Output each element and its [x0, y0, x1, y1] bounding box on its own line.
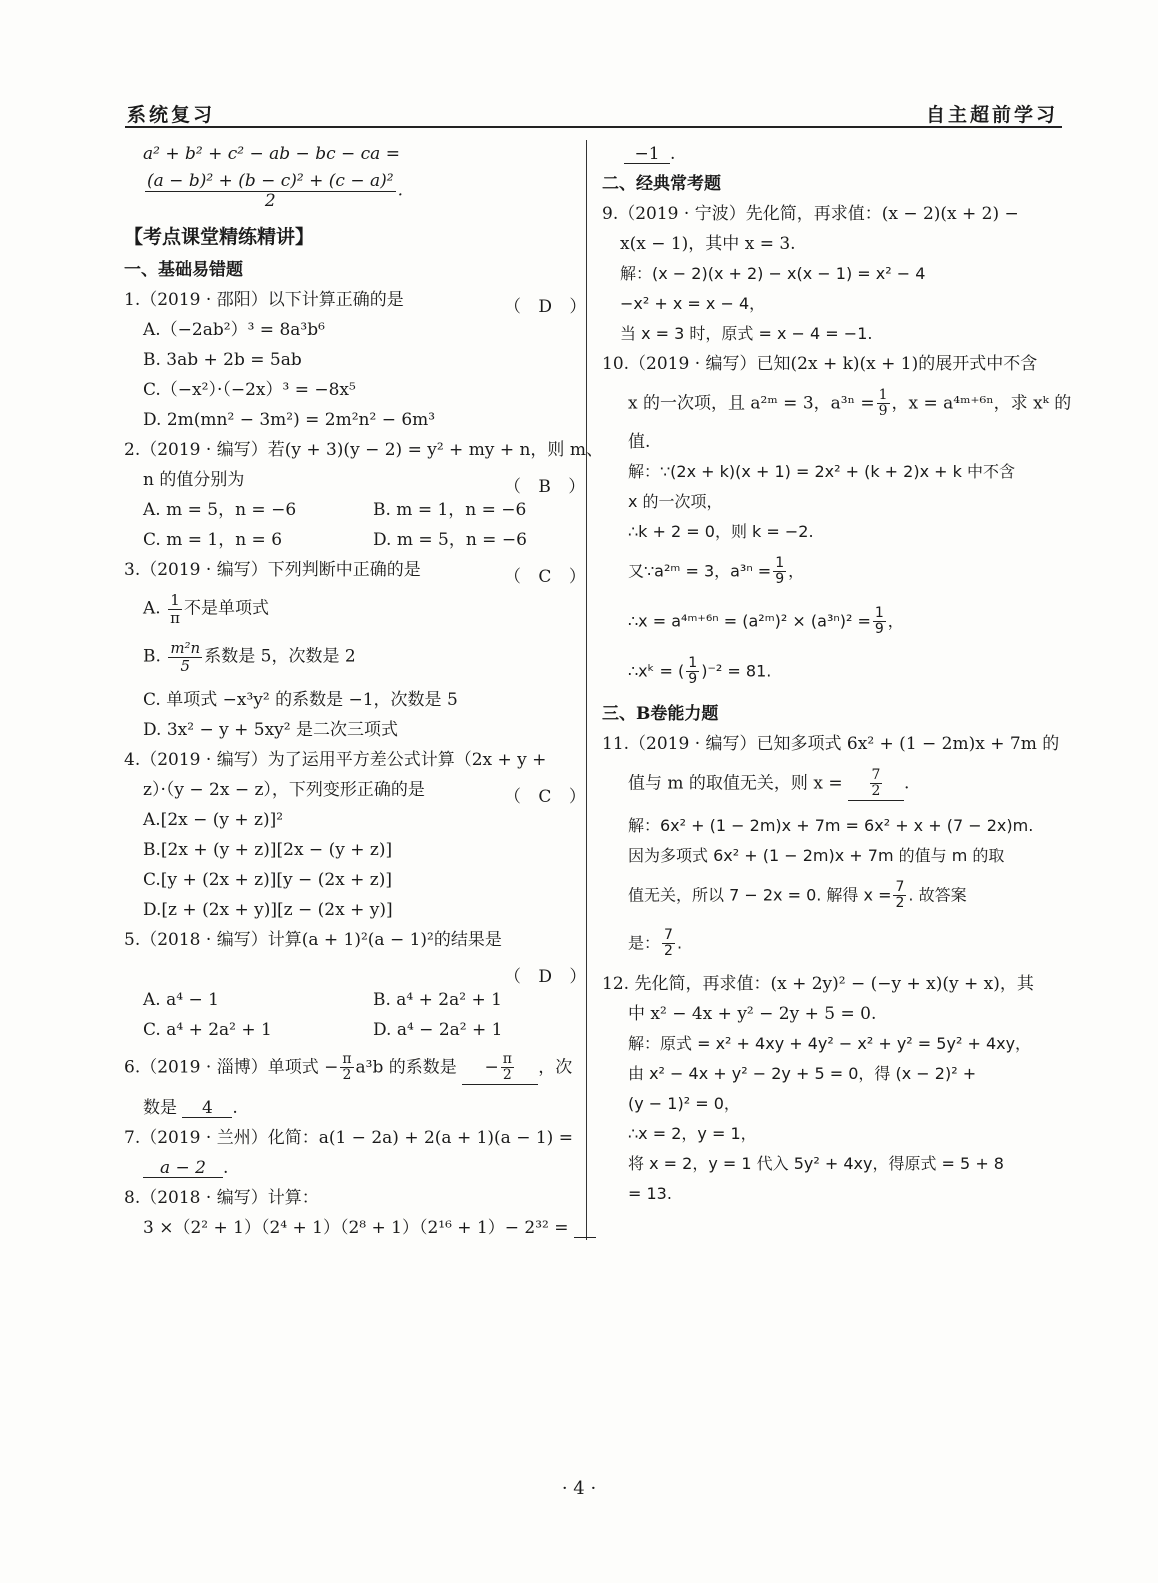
q10-sol5-b: ，	[887, 611, 904, 631]
q10-sol6-num: 1	[688, 655, 698, 671]
q4-option-c: C.[y + (2x + z)][y − (2x + z)]	[143, 870, 392, 890]
q10-stem-3: 值.	[628, 432, 651, 452]
q3-a-suffix: 不是单项式	[183, 598, 269, 619]
q10-sol4-a: 又∵a²ᵐ = 3，a³ⁿ =	[628, 561, 772, 581]
q6-answer-blank	[462, 1052, 538, 1085]
q8-expression	[143, 1220, 596, 1238]
q10-stem-1: 10.（2019 · 编写）已知(2x + k)(x + 1)的展开式中不含	[602, 354, 1038, 374]
q4-stem-2: z）·（y − 2x − z），下列变形正确的是	[143, 780, 425, 800]
q10-stem2-b: ，x = a⁴ᵐ⁺⁶ⁿ，求 xᵏ 的	[891, 393, 1072, 414]
q5-stem: 5.（2018 · 编写）计算(a + 1)²(a − 1)²的结果是	[124, 930, 502, 950]
sub-heading-b-paper: 三、B卷能力题	[602, 704, 719, 724]
q10-sol5-num: 1	[874, 605, 884, 621]
q1-stem: 1.（2019 · 邵阳）以下计算正确的是	[124, 290, 404, 310]
q8-expr: 3 ×（2² + 1）（2⁴ + 1）（2⁸ + 1）（2¹⁶ + 1）− 2³² =	[143, 1218, 569, 1238]
q11-stem-2	[628, 768, 909, 801]
q9-stem-2: x(x − 1)，其中 x = 3.	[620, 234, 796, 254]
q12-solution-6: = 13.	[628, 1184, 672, 1203]
q7-suffix: .	[223, 1158, 229, 1178]
q12-solution-2: 由 x² − 4x + y² − 2y + 5 = 0，得 (x − 2)² +	[628, 1064, 977, 1083]
q1-option-c: C.（−x²）·（−2x）³ = −8x⁵	[143, 380, 356, 400]
q4-answer: （ C ）	[504, 787, 592, 807]
q5-option-d: D. a⁴ − 2a² + 1	[373, 1020, 503, 1040]
q6-frac-den: 2	[342, 1067, 352, 1084]
q2-option-d: D. m = 5，n = −6	[373, 530, 527, 550]
q11-sol4-b: .	[676, 933, 683, 953]
q11-sol4-den: 2	[664, 943, 673, 960]
q5-option-c: C. a⁴ + 2a² + 1	[143, 1020, 272, 1040]
q3-b-num: m²n	[170, 639, 201, 657]
q3-b-prefix: B.	[143, 646, 161, 667]
q10-sol6-a: ∴xᵏ = (	[628, 661, 685, 681]
q11-stem2-text: 值与 m 的取值无关，则 x =	[628, 773, 843, 794]
q6-ans-den: 2	[502, 1067, 512, 1084]
section-heading: 【考点课堂精练精讲】	[124, 226, 315, 248]
sub-heading-basic: 一、基础易错题	[124, 260, 243, 280]
q11-answer-blank	[848, 768, 904, 801]
q10-stem2-a: x 的一次项，且 a²ᵐ = 3，a³ⁿ =	[628, 393, 875, 414]
q6-answer2-blank: 4	[182, 1100, 232, 1118]
q3-stem: 3.（2019 · 编写）下列判断中正确的是	[124, 560, 421, 580]
q6-mid: a³b 的系数是	[355, 1057, 457, 1078]
q10-sol6-den: 9	[688, 671, 698, 688]
q11-sol3-a: 值无关，所以 7 − 2x = 0. 解得 x =	[628, 885, 892, 905]
q4-option-d: D.[z + (2x + y)][z − (2x + y)]	[143, 900, 393, 920]
q10-stem-2	[628, 388, 1071, 420]
intro-frac-num: (a − b)² + (b − c)² + (c − a)²	[147, 171, 394, 191]
q6-ans-sign: −	[484, 1057, 499, 1078]
intro-frac-den: 2	[264, 190, 276, 211]
q3-a-den: π	[170, 608, 180, 627]
q10-solution-3: ∴k + 2 = 0，则 k = −2.	[628, 522, 814, 541]
q1-option-b: B. 3ab + 2b = 5ab	[143, 350, 302, 370]
q5-option-b: B. a⁴ + 2a² + 1	[373, 990, 502, 1010]
q10-solution-1: 解：∵(2x + k)(x + 1) = 2x² + (k + 2)x + k 中不含	[628, 462, 1015, 481]
q10-stem2-num: 1	[878, 387, 888, 403]
q3-a-prefix: A.	[143, 598, 161, 619]
q10-sol5-den: 9	[874, 621, 884, 638]
q10-solution-6	[628, 656, 771, 688]
q12-solution-3: (y − 1)² = 0，	[628, 1094, 740, 1113]
q3-option-c: C. 单项式 −x³y² 的系数是 −1，次数是 5	[143, 690, 458, 710]
q4-option-a: A.[2x − (y + z)]²	[143, 810, 284, 830]
q3-option-a	[143, 592, 269, 626]
header-right-title: 自主超前学习	[925, 104, 1058, 126]
q12-solution-4: ∴x = 2，y = 1，	[628, 1124, 757, 1143]
q7-stem: 7.（2019 · 兰州）化简：a(1 − 2a) + 2(a + 1)(a − 1) =	[124, 1128, 573, 1148]
q2-option-a: A. m = 5，n = −6	[143, 500, 297, 520]
q6-prefix: 6.（2019 · 淄博）单项式 −	[124, 1057, 339, 1078]
q9-stem-1: 9.（2019 · 宁波）先化简，再求值：(x − 2)(x + 2) −	[602, 204, 1019, 224]
q11-ans-num: 7	[871, 767, 881, 783]
q10-sol4-num: 1	[775, 555, 785, 571]
q6-line-1	[124, 1052, 572, 1085]
q3-option-d: D. 3x² − y + 5xy² 是二次三项式	[143, 720, 398, 740]
sub-heading-classic: 二、经典常考题	[602, 174, 721, 194]
q11-sol3-den: 2	[895, 895, 905, 912]
q3-a-num: 1	[168, 592, 182, 610]
q10-sol5-a: ∴x = a⁴ᵐ⁺⁶ⁿ = (a²ᵐ)² × (a³ⁿ)² =	[628, 611, 871, 631]
q2-stem-1: 2.（2019 · 编写）若(y + 3)(y − 2) = y² + my + n，则 m、	[124, 440, 603, 460]
q9-solution-2: −x² + x = x − 4，	[620, 294, 766, 313]
q11-solution-3	[628, 880, 967, 912]
q11-stem-1: 11.（2019 · 编写）已知多项式 6x² + (1 − 2m)x + 7m 的	[602, 734, 1060, 754]
q6-line2-prefix: 数是	[143, 1098, 177, 1118]
q11-sol4-a: 是：	[628, 933, 661, 953]
q11-ans-den: 2	[871, 783, 881, 800]
q1-option-d: D. 2m(mn² − 3m²) = 2m²n² − 6m³	[143, 410, 436, 430]
q11-sol3-num: 7	[895, 879, 905, 895]
q6-suffix: ，次	[538, 1057, 573, 1078]
q5-option-a: A. a⁴ − 1	[143, 990, 219, 1010]
q6-line2-suffix: .	[232, 1098, 238, 1118]
q10-sol4-b: ，	[788, 561, 805, 581]
q11-sol3-b: . 故答案	[908, 885, 967, 905]
q6-ans-num: π	[502, 1051, 512, 1067]
q10-solution-2: x 的一次项，	[628, 492, 723, 511]
header-rule	[125, 126, 1062, 128]
q8-blank-start	[574, 1220, 596, 1238]
q10-sol4-den: 9	[775, 571, 785, 588]
intro-fraction: $\frac{\text{(a − b)² + (b − c)² + (c − a)²}}{2}$ .	[147, 171, 403, 211]
q11-sol4-num: 7	[664, 927, 673, 943]
q10-solution-4	[628, 556, 804, 588]
q4-option-b: B.[2x + (y + z)][2x − (y + z)]	[143, 840, 393, 860]
q10-solution-5	[628, 606, 904, 638]
q6-frac-num: π	[342, 1051, 352, 1067]
q8-answer-line	[624, 146, 675, 164]
q8-answer: −1	[624, 146, 670, 164]
header-left-title: 系统复习	[127, 104, 216, 126]
q11-solution-4	[628, 928, 682, 960]
q4-stem-1: 4.（2019 · 编写）为了运用平方差公式计算（2x + y +	[124, 750, 547, 770]
q11-solution-2: 因为多项式 6x² + (1 − 2m)x + 7m 的值与 m 的取	[628, 846, 1005, 865]
q3-answer: （ C ）	[504, 567, 592, 587]
q3-b-den: 5	[180, 656, 191, 675]
q10-stem2-den: 9	[878, 403, 888, 420]
q3-option-b	[143, 640, 356, 674]
q12-stem-1: 12. 先化简，再求值：(x + 2y)² − (−y + x)(y + x)，其	[602, 974, 1034, 994]
q8-stem: 8.（2018 · 编写）计算：	[124, 1188, 319, 1208]
q12-solution-5: 将 x = 2，y = 1 代入 5y² + 4xy，得原式 = 5 + 8	[628, 1154, 1004, 1173]
q1-answer: （ D ）	[504, 297, 593, 317]
q11-stem2-suffix: .	[903, 773, 910, 794]
q5-answer: （ D ）	[504, 967, 593, 987]
q10-sol6-b: )⁻² = 81.	[701, 661, 772, 681]
q9-solution-3: 当 x = 3 时，原式 = x − 4 = −1.	[620, 324, 873, 343]
q1-option-a: A.（−2ab²）³ = 8a³b⁶	[143, 320, 325, 340]
q2-answer: （ B ）	[504, 477, 592, 497]
q2-stem-2: n 的值分别为	[143, 470, 245, 490]
q6-line-2	[143, 1100, 238, 1118]
q2-option-b: B. m = 1，n = −6	[373, 500, 527, 520]
q7-answer-line	[143, 1160, 228, 1178]
intro-line: a² + b² + c² − ab − bc − ca =	[143, 144, 400, 164]
q12-solution-1: 解：原式 = x² + 4xy + 4y² − x² + y² = 5y² + 4xy，	[628, 1034, 1032, 1053]
q3-b-suffix: 系数是 5，次数是 2	[204, 646, 356, 667]
q12-stem-2: 中 x² − 4x + y² − 2y + 5 = 0.	[628, 1004, 877, 1024]
q7-answer-blank: a − 2	[143, 1160, 223, 1178]
q11-solution-1: 解：6x² + (1 − 2m)x + 7m = 6x² + x + (7 − 2x)m.	[628, 816, 1034, 835]
q9-solution-1: 解：(x − 2)(x + 2) − x(x − 1) = x² − 4	[620, 264, 926, 283]
q8-answer-suffix: .	[670, 144, 676, 164]
page-number: · 4 ·	[561, 1478, 597, 1499]
q2-option-c: C. m = 1，n = 6	[143, 530, 283, 550]
